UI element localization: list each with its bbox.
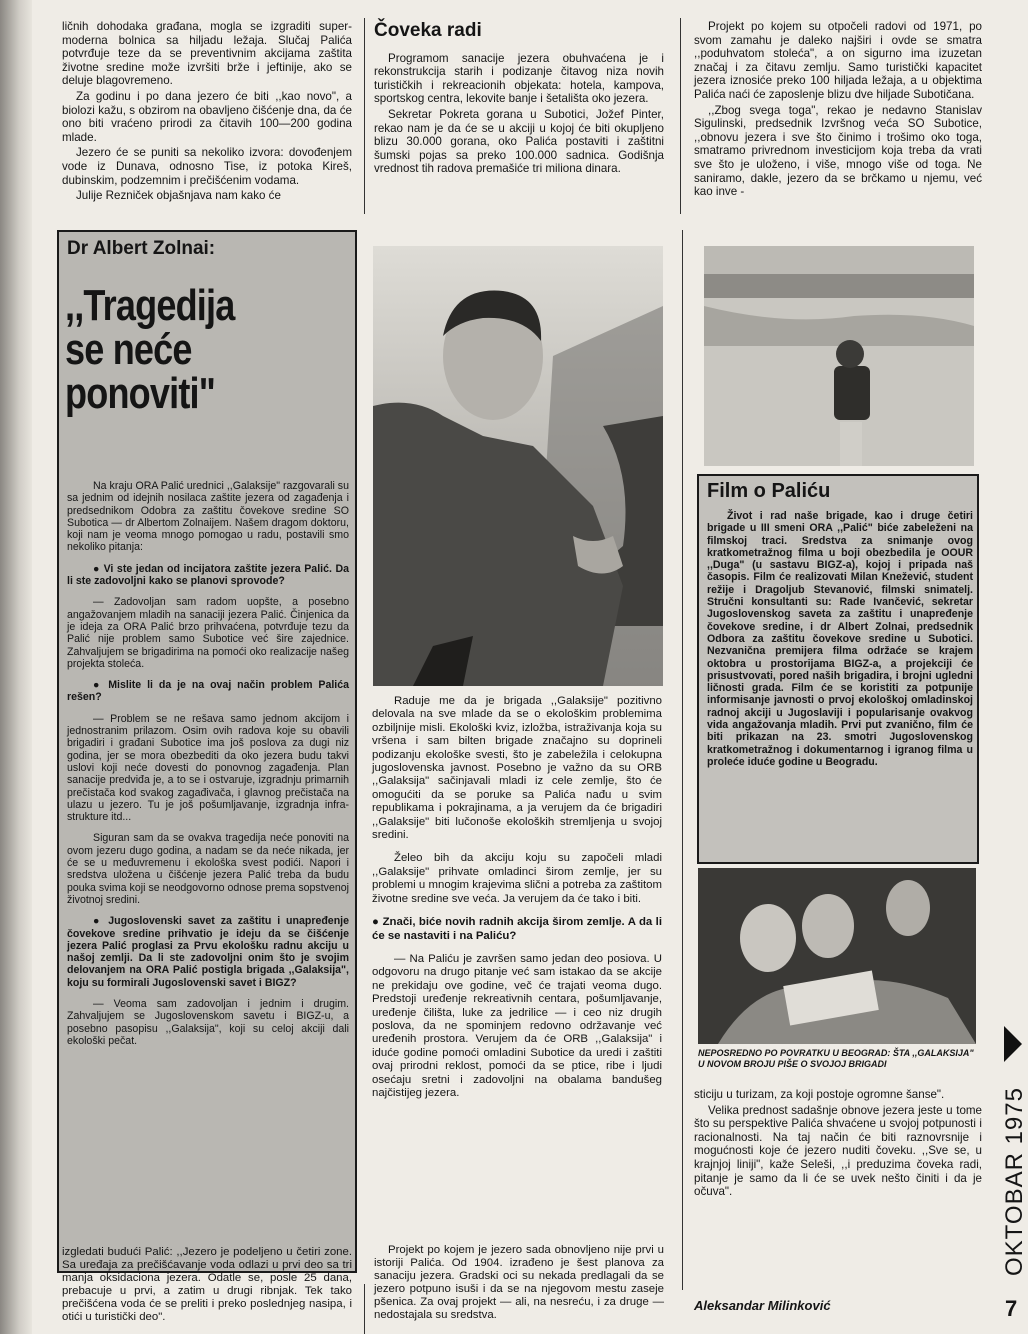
interview-question: ● Vi ste jedan od incijatora zaštite jezera Palić. Da li ste zadovoljni kako se planovi sprovode? (67, 563, 349, 588)
group-photo (698, 868, 976, 1044)
interview-headline: ,,Tragedija se neće ponoviti" (65, 281, 235, 418)
column-rule (680, 18, 681, 214)
interview-answer: Siguran sam da se ovakva tragedija neće ponoviti na ovom jezeru dugo godina, a nadam se da neće nikada, jer će se u međuvremenu i ekološka svest podići. Napori i sredstva uložena u čišćenje jezera Palić treba da budu pouka svima koji se neodgovorno odnose prema sopstvenoj životnoj sredini. (67, 832, 349, 906)
article-column-bottom-right (694, 1088, 982, 1201)
article-column-top-middle (374, 20, 664, 178)
section-heading: Čoveka radi (374, 20, 482, 41)
interview-question: ● Jugoslovenski savet za zaštitu i unapređenje čovekove sredine prihvatio je ideju da se čišćenje jezera Palić proglasi za Prvu ekološku radnu akciju u našoj zemlji. Da li ste zadovoljni onim što je svojim delovanjem na ORA Palić postigla brigada ,,Galaksija", koju su formirali Jugoslovenski savet i BIGZ? (67, 915, 349, 989)
paragraph: izgledati budući Palić: ,,Jezero je podeljeno u četiri zone. Sa uređaja za prečišćavanje voda odlazi u prvi deo sa tri manja oksidaciona jezera. Odatle se, posle 25 dana, prebacuje u prvi, a zatim u drugi ribnjak. Tek tako prečišćena voda će se preliti i preko poslednjeg nasipa, i otići u turistički deo". (62, 1246, 352, 1323)
paragraph: Projekt po kojem su otpočeli radovi od 1971, po svom zamahu je daleko najširi i ovde se smatra ,,poduhvatom stoleća", a on sigurno ima izuzetan značaj i za čitavu zemlju. Samo turistički kapacitet jezera iznosiće preko 100 hiljada ležaja, a u objektima Palića naći će zaposlenje blizu dve hiljade Subotičana. (694, 20, 982, 101)
article-column-center (372, 695, 662, 1110)
page-binding-edge (0, 0, 32, 1334)
center-paragraph: Želeo bih da akciju koju su započeli mladi ,,Galaksije" prihvate omladinci širom zemlje, jer su problemi u mnogim krajevima slični a potreba za zaštitom životne sredine sve veća. Ja verujem da će tako i biti. (372, 852, 662, 905)
paragraph: sticiju u turizam, za koji postoje ogromne šanse". (694, 1088, 945, 1101)
paragraph: Sekretar Pokreta gorana u Subotici, Jožef Pinter, rekao nam je da će se u akciji u kojoj će biti okupljeno blizu 30.000 gorana, oko Palića postaviti i zaštitni šumski pojas sa preko 100.000 sadnica. Godišnja vrednost tih radova premašiće tri miliona dinara. (374, 107, 664, 176)
article-column-top-left (62, 20, 352, 205)
interview-question: ● Mislite li da je na ovaj način problem Palića rešen? (67, 679, 349, 704)
portrait-photo (373, 246, 663, 686)
center-question: ● Znači, biće novih radnih akcija širom zemlje. A da li će se nastaviti i na Paliću? (372, 916, 662, 943)
interview-body (67, 480, 349, 1056)
paragraph: Jezero će se puniti sa nekoliko izvora: dovođenjem vode iz Dunava, odnosno Tise, iz potoka Kireš, dubinskim, podzemnim i prečišćenim vodama. (62, 146, 352, 187)
interview-answer: — Problem se ne rešava samo jednom akcijom i jednostranim prilazom. Osim ovih radova koje su obavili brigadiri i građani Subotice ima još poslova za dugi niz godina, jer se mora obezbediti da oko jezera budu takvi uslovi koji neće dovesti do ponovnog zagađenja. Plan sanacije predviđa je, a to se i ostvaruje, izgradnju primarnih prečistača kod svakog zagađivača, i glavnog prečistača na ulazu u jezero. Tu je još pošumljavanje, izgradnja infra-strukture itd... (67, 712, 349, 824)
film-box-paragraph: Život i rad naše brigade, kao i druge četiri brigade u III smeni ORA ,,Palić" biće zabeleženi na filmskoj traci. Sredstva za snimanje ovog kratkometražnog filma u boji obezbedila je OOUR ,,Duga" (u sastavu BIGZ-a), kojoj i pripada naš časopis. Film će realizovati Milan Knežević, student režije i Dragoljub Stevanović, filmski snimatelj. Stručni konsultanti su: Rade Ivančević, sekretar Jugoslovenskog saveta za zaštitu i unapređenje čovekove sredine, i dr Albert Zolnai, predsednik Odbora za zaštitu čovekove sredine u Subotici. Nezvanična premijera filma održaće se krajem oktobra u prostorijama BIGZ-a, a projekciji će prisustvovati, pored naših brigadira, i brojni ugledni ličnosti grada. Film će se koristiti za potpunije informisanje javnosti o prvoj ekološkoj omladinskoj radnoj akciji u Jugoslaviji i popularisanje ovakvog vida angažovanja mladih. Prvi put zvanično, film će biti prikazan na 23. smotri Jugoslovenskog kratkometražnog i dokumentarnog i igranog filma u proleće iduće godine u Beogradu. (707, 510, 973, 768)
issue-date-text: OKTOBAR 1975 (1001, 1087, 1028, 1276)
center-paragraph: — Na Paliću je završen samo jedan deo posiova. U odgovoru na drugo pitanje već sam istakao da se akcije ne prekidaju ove godine, več će trajati veoma dugo. Predstoji uređenje rekreativnih centara, pošumljavanje, uređenje čilišta, luke za jedrilice — i ceo niz drugih poslova, da ne spominjem redovno održavanje već uređenih prostora. Verujem da će ORB ,,Galaksija" i iduće godine pomoći omladini Subotice da uredi i zaštiti ovaj prirodni reklost, pomoći da se ptice, ribe i ljudi osećaju sretni i zadovoljni na obalama bandušeg najčistijeg jezera. (372, 952, 662, 1099)
author-signature: Aleksandar Milinković (694, 1298, 831, 1313)
paragraph: Velika prednost sadašnje obnove jezera jeste u tome što su perspektive Palića shvaćene u svojoj potpunosti i racionalnosti. Na taj način će biti raznovrsnije i mogućnosti koje će jezero nuditi čoveku. ,,Sve se, u krajnjoj liniji", kaže Seleši, ,,i preduzima čoveka radi, pitanje je samo da li će se uvek nešto činiti i da je očuva". (694, 1103, 982, 1199)
paragraph: Za godinu i po dana jezero će biti ,,kao novo", a biolozi kažu, s obzirom na obavljeno čišćenje dna, da će ono biti vraćeno prirodi za čitavih 100—200 godina mlade. (62, 89, 352, 144)
interview-answer: — Zadovoljan sam radom uopšte, a posebno angažovanjem mladih na sanaciji jezera Palić. Činjenica da je ideja za ORA Palić brzo prihvaćena, potvrđuje tezu da Palić nije problem samo Subotice već šire zajednice. Zahvaljujem se brigadirima na pomoći oko realizacije našeg projekta stoleća. (67, 596, 349, 670)
interview-box (57, 230, 357, 1273)
paragraph: Projekt po kojem je jezero sada obnovljeno nije prvi u istoriji Palića. Od 1904. izrađeno je šest planova za sanaciju jezera. Gradski oci su nekada predlagali da se jezero potpuno isuši i da se na njegovom mestu zaseje pšenica. Za ovaj projekt — ali, na nesreću, i za druge — nedostajala su sredstva. (374, 1244, 664, 1321)
issue-date-label (998, 1030, 1028, 1280)
center-paragraph: Raduje me da je brigada ,,Galaksije" pozitivno delovala na sve mlade da se o ekološkim problemima ozbiljnije misli. Ekološki kviz, izložba, istraživanja koja su vršena i sam bilten brigade značajno su doprineli podizanju ekološke svesti, što je zabeležila i celokupna jugoslovenska javnost. Posebno je važno da su ORB ,,Galaksija" sačinjavali mladi iz cele zemlje, što će omogućiti da se poruke sa Palića nađu u svim republikama i pokrajinama, a ja verujem da će brigadiri ,,Galaksije" biti lučonoše ekoloških stremljenja u svojoj sredini. (372, 695, 662, 842)
field-work-photo (704, 246, 974, 466)
article-column-top-right (694, 20, 982, 201)
paragraph: Julije Rezniček objašnjava nam kako će (76, 189, 281, 203)
article-column-bottom-left (62, 1246, 352, 1326)
page-number: 7 (1005, 1296, 1018, 1321)
article-column-bottom-middle (374, 1244, 664, 1324)
interview-byline: Dr Albert Zolnai: (67, 238, 216, 259)
film-info-box (697, 474, 979, 864)
photo-caption: NEPOSREDNO PO POVRATKU U BEOGRAD: ŠTA ,,GALAKSIJA" U NOVOM BROJU PIŠE O SVOJOJ BRIGADI (698, 1048, 974, 1069)
interview-paragraph: Na kraju ORA Palić urednici ,,Galaksije" razgovarali su sa jednim od idejnih nosilaca zaštite jezera od zagađenja i predsednikom Odobra za zaštitu čovekove sredine SO Subotica — dr Albertom Zolnaijem. Našem dragom doktoru, koji nam je veoma mnogo pomogao u radu, postavili smo nekoliko pitanja: (67, 480, 349, 554)
film-box-title: Film o Paliću (707, 480, 831, 502)
column-rule (682, 230, 683, 1290)
column-rule (364, 18, 365, 214)
column-rule (364, 1284, 365, 1334)
paragraph: ,,Zbog svega toga", rekao je nedavno Stanislav Sigulinski, predsednik Izvršnog veća SO Subotice, ,,obnovu jezera i sve što činimo i trošimo oko toga, smatramo privrednom investicijom koja treba da vrati sve što je uloženo, i više, mnogo više od toga. Ne saniramo, dakle, jezero da se brčkamo u njemu, već kao inve - (694, 103, 982, 199)
interview-answer: — Veoma sam zadovoljan i jednim i drugim. Zahvaljujem se Jugoslovenskom savetu i BIGZ-u, a posebno pasopisu ,,Galaksija", koji su celoj akciji dali ekološki pečat. (67, 997, 349, 1047)
paragraph: ličnih dohodaka građana, mogla se izgraditi super-moderna bolnica sa hiljadu ležaja. Slučaj Palića potvrđuje teze da se preventivnim akcijama zaštita životne sredine može izvršiti brže i jeftinije, ako se deluje blagovremeno. (62, 20, 352, 88)
paragraph: Programom sanacije jezera obuhvaćena je i rekonstrukcija starih i podizanje čitavog niza novih turističkih i rekreacionih objekata: hotela, kampova, sportskog centra, lekovite banje i šetališta oko jezera. (374, 51, 664, 106)
film-box-text (707, 510, 973, 768)
